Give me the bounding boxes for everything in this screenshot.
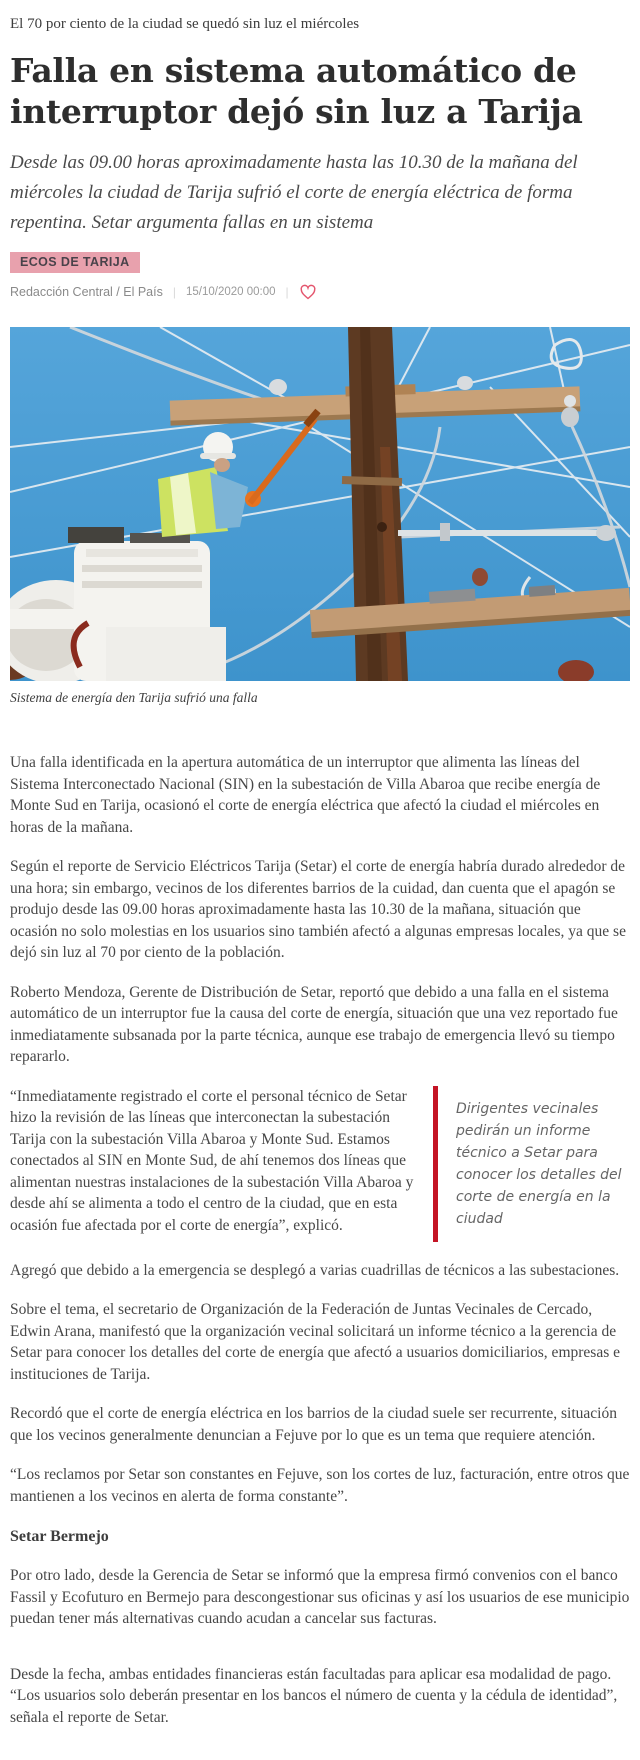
byline (10, 283, 630, 301)
paragraph: Roberto Mendoza, Gerente de Distribución de Setar, reportó que debido a una falla en el sistema automático de un interruptor fue la causa del corte de energía, situación que una vez reportado fue inmediatamente subsanada por la parte técnica, aunque ese trabajo de emergencia llevó su tiempo repararlo. (10, 983, 618, 1065)
byline-author: Redacción Central / El País (10, 285, 163, 299)
favorite-button[interactable] (299, 283, 317, 301)
paragraph: “Los reclamos por Setar son constantes en Fejuve, son los cortes de luz, facturación, entre otros que mantienen a los vecinos en alerta de forma constante”. (10, 1466, 630, 1505)
paragraph: “Inmediatamente registrado el corte el personal técnico de Setar hizo la revisión de las líneas que interconectan la subestación Tarija con la subestación Villa Abaroa y Monte Sud. Estamos conectados al SIN en Monte Sud, de ahí tenemos dos líneas que alimentan nuestras instalaciones de la subestación Villa Abaroa y desde ahí se alimenta a todo el centro de la ciudad, que en esta ocasión fue afectada por el corte de energía”, explicó. (10, 1087, 414, 1234)
paragraph: Agregó que debido a la emergencia se desplegó a varias cuadrillas de técnicos a las subestaciones. (10, 1261, 620, 1279)
byline-date: 15/10/2020 00:00 (185, 286, 276, 298)
utility-pole-photo-illustration (10, 327, 630, 681)
article-subtitle: Desde las 09.00 horas aproximadamente hasta las 10.30 de la mañana del miércoles la ciudad de Tarija sufrió el corte de energía eléctrica de forma repentina. Setar argumenta fallas en un sistema (10, 152, 578, 233)
section-subhead: Setar Bermejo (10, 1528, 109, 1545)
paragraph: Según el reporte de Servicio Eléctricos Tarija (Setar) el corte de energía habría durado alrededor de una hora; sin embargo, vecinos de los diferentes barrios de la cuidad, dan cuenta que el apagón se produjo desde las 09.00 horas aproximadamente hasta las 10.30 de la mañana, situación que ocasión no solo molestias en los usuarios sino también afectó a algunas empresas locales, ya que se dejó sin luz al 70 por ciento de la población. (10, 858, 626, 961)
pull-quote (433, 1086, 630, 1242)
paragraph: Recordó que el corte de energía eléctrica en los barrios de la ciudad suele ser recurrente, situación que los vecinos generalmente denuncian a Fejuve por lo que es un tema que requiere atención. (10, 1405, 617, 1444)
pull-quote-text: Dirigentes vecinales pedirán un informe técnico a Setar para conocer los detalles del corte de energía en la ciudad (456, 1100, 622, 1227)
article-figure (10, 327, 630, 706)
byline-separator: | (172, 285, 176, 299)
paragraph: Sobre el tema, el secretario de Organización de la Federación de Juntas Vecinales de Cercado, Edwin Arana, manifestó que la organización vecinal solicitará un informe técnico a la gerencia de Setar para conocer los detalles del corte de energía que afectó a usuarios domiciliarios, empresas e instituciones de Tarija. (10, 1301, 620, 1383)
paragraph: Por otro lado, desde la Gerencia de Setar se informó que la empresa firmó convenios con el banco Fassil y Ecofuturo en Bermejo para descongestionar sus oficinas y así los usuarios de ese municipio puedan tener más alternativas cuando acudan a cancelar sus facturas. (10, 1567, 630, 1627)
category-tag[interactable]: ECOS DE TARIJA (10, 252, 140, 273)
quote-section (10, 1086, 630, 1242)
article-body (10, 752, 630, 1728)
paragraph: Desde la fecha, ambas entidades financieras están facultadas para aplicar esa modalidad de pago. “Los usuarios solo deberán presentar en los bancos el número de cuenta y la cédula de identidad”, señala el reporte de Setar. (10, 1665, 618, 1726)
byline-separator: | (285, 285, 289, 299)
article-photo (10, 327, 630, 681)
kicker: El 70 por ciento de la ciudad se quedó sin luz el miércoles (10, 16, 360, 32)
heart-outline-icon (299, 283, 317, 301)
photo-caption: Sistema de energía den Tarija sufrió una falla (10, 690, 258, 705)
page-title: Falla en sistema automático de interruptor dejó sin luz a Tarija (10, 51, 583, 131)
paragraph: Una falla identificada en la apertura automática de un interruptor que alimenta las líneas del Sistema Interconectado Nacional (SIN) en la subestación de Villa Abaroa que recibe energía de Monte Sud en Tarija, ocasionó el corte de energía eléctrica que afectó la ciudad el miércoles en horas de la mañana. (10, 754, 601, 836)
